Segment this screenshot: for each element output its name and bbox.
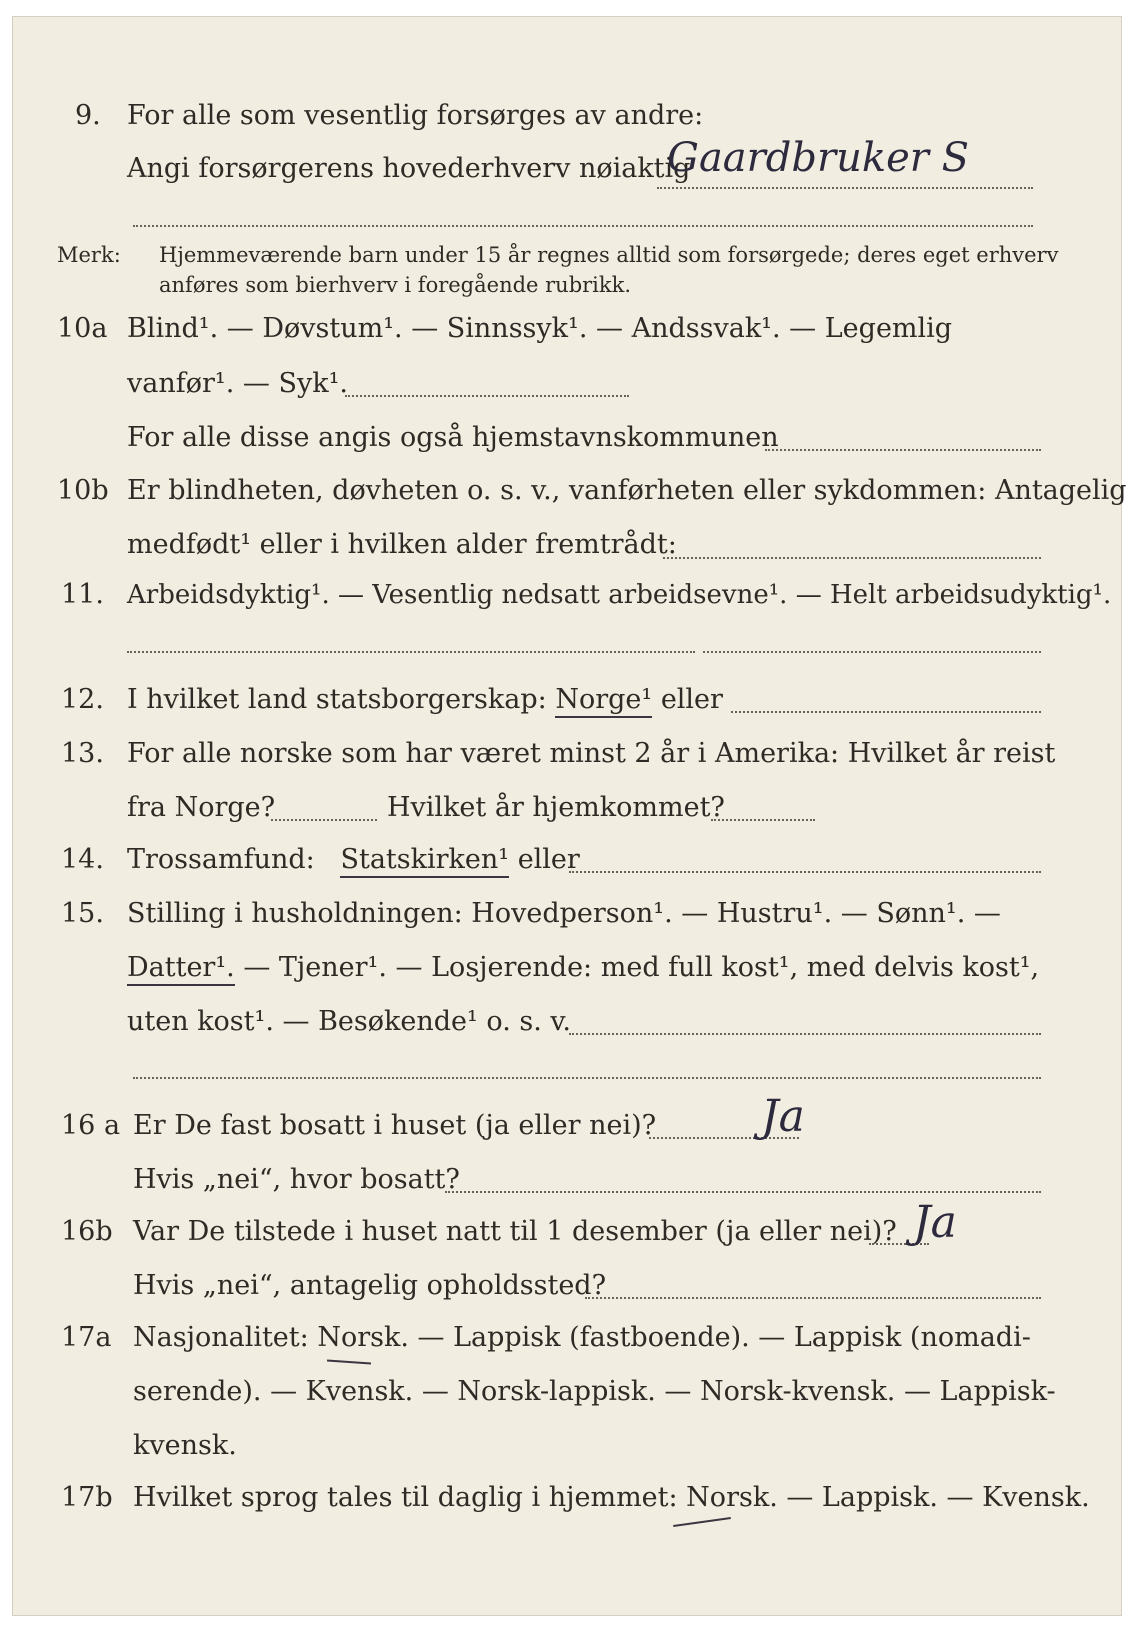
q12-prefix: I hvilket land statsborgerskap:: [127, 684, 547, 715]
q15-line3: uten kost¹. — Besøkende¹ o. s. v.: [127, 1006, 572, 1037]
q14-prefix: Trossamfund:: [127, 844, 315, 875]
q16b-number: 16b: [61, 1216, 113, 1247]
q9-line1: For alle som vesentlig forsørges av andre:: [127, 100, 704, 131]
q15-dotted-line: [569, 1033, 1041, 1035]
q10b-line2: medfødt¹ eller i hvilken alder fremtrådt:: [127, 529, 677, 560]
q16a-handwritten-answer: Ja: [761, 1091, 805, 1142]
q17a-line1: Nasjonalitet: Norsk. — Lappisk (fastboende). — Lappisk (nomadi-: [133, 1322, 1031, 1353]
q13-line1: For alle norske som har været minst 2 år i Amerika: Hvilket år reist: [127, 738, 1056, 769]
q16a-line1: Er De fast bosatt i huset (ja eller nei)?: [133, 1110, 657, 1141]
q13-reist-dotted-line: [271, 819, 377, 821]
q10a-number: 10a: [57, 313, 108, 344]
q13-line2a: fra Norge?: [127, 792, 276, 823]
q17b-number: 17b: [61, 1482, 113, 1513]
q14-number: 14.: [61, 844, 104, 875]
q14-statskirken-underlined: Statskirken¹: [340, 844, 509, 878]
merk-label: Merk:: [57, 243, 121, 267]
q11-line1: Arbeidsdyktig¹. — Vesentlig nedsatt arbeidsevne¹. — Helt arbeidsudyktig¹.: [127, 580, 1112, 610]
q17a-norsk-handmark: [327, 1359, 371, 1364]
q11-dotted-line-right: [703, 651, 1041, 653]
q15-datter-underlined: Datter¹.: [127, 952, 235, 986]
q12-suffix: eller: [660, 684, 723, 715]
q17b-line1: Hvilket sprog tales til daglig i hjemmet: Norsk. — Lappisk. — Kvensk.: [133, 1482, 1090, 1513]
q15-line2: [127, 951, 1039, 985]
q10a-line1: Blind¹. — Døvstum¹. — Sinnssyk¹. — Andssvak¹. — Legemlig: [127, 313, 953, 344]
q15-extra-dotted-line: [133, 1077, 1041, 1079]
q15-number: 15.: [61, 898, 104, 929]
q17a-line2: serende). — Kvensk. — Norsk-lappisk. — Norsk-kvensk. — Lappisk-: [133, 1376, 1056, 1407]
merk-line1: Hjemmeværende barn under 15 år regnes alltid som forsørgede; deres eget erhverv: [159, 243, 1059, 267]
q13-hjemkommet-dotted-line: [711, 819, 815, 821]
q16b-handwritten-answer: Ja: [913, 1197, 957, 1248]
q10a-syk-dotted-line: [345, 395, 629, 397]
q11-number: 11.: [61, 579, 104, 610]
q10a-line3: For alle disse angis også hjemstavnskommunen: [127, 422, 779, 453]
q13-number: 13.: [61, 738, 104, 769]
q9-handwritten-answer: Gaardbruker S: [667, 135, 970, 181]
q10b-dotted-line: [663, 557, 1041, 559]
merk-line2: anføres som bierhverv i foregående rubrikk.: [159, 273, 632, 297]
q12-norge-underlined: Norge¹: [555, 684, 652, 718]
q16b-line2: Hvis „nei“, antagelig opholdssted?: [133, 1270, 607, 1301]
q9-line2: Angi forsørgerens hovederhverv nøiaktig: [127, 153, 691, 184]
q10a-line2: vanfør¹. — Syk¹.: [127, 368, 348, 399]
q14-text: [127, 843, 580, 877]
q17b-norsk-handmark: [673, 1517, 731, 1527]
q17a-line3: kvensk.: [133, 1430, 237, 1461]
census-form-page: [12, 16, 1127, 1616]
q10b-number: 10b: [57, 475, 109, 506]
q15-line1: Stilling i husholdningen: Hovedperson¹. — Hustru¹. — Sønn¹. —: [127, 898, 1001, 929]
q12-dotted-line: [731, 711, 1041, 713]
q17a-number: 17a: [61, 1322, 112, 1353]
q9-answer-dotted-line: [657, 187, 1033, 189]
q16a-line2: Hvis „nei“, hvor bosatt?: [133, 1164, 460, 1195]
q9-extra-dotted-line: [133, 225, 1033, 227]
q15-line2-rest: — Tjener¹. — Losjerende: med full kost¹, med delvis kost¹,: [243, 952, 1040, 983]
q16b-opholdssted-dotted-line: [585, 1297, 1041, 1299]
q16a-number: 16 a: [61, 1110, 121, 1141]
q14-dotted-line: [569, 871, 1041, 873]
q10b-line1: Er blindheten, døvheten o. s. v., vanførheten eller sykdommen: Antagelig: [127, 475, 1127, 506]
q16b-line1: Var De tilstede i huset natt til 1 desember (ja eller nei)?: [133, 1216, 897, 1247]
q13-line2b: Hvilket år hjemkommet?: [387, 792, 725, 823]
q12-number: 12.: [61, 684, 104, 715]
q11-dotted-line-left: [127, 651, 695, 653]
q9-number: 9.: [75, 100, 101, 131]
q12-text: [127, 683, 723, 717]
q14-suffix: eller: [517, 844, 580, 875]
q16a-bosatt-dotted-line: [445, 1191, 1041, 1193]
q10a-hjemstavn-dotted-line: [765, 449, 1041, 451]
